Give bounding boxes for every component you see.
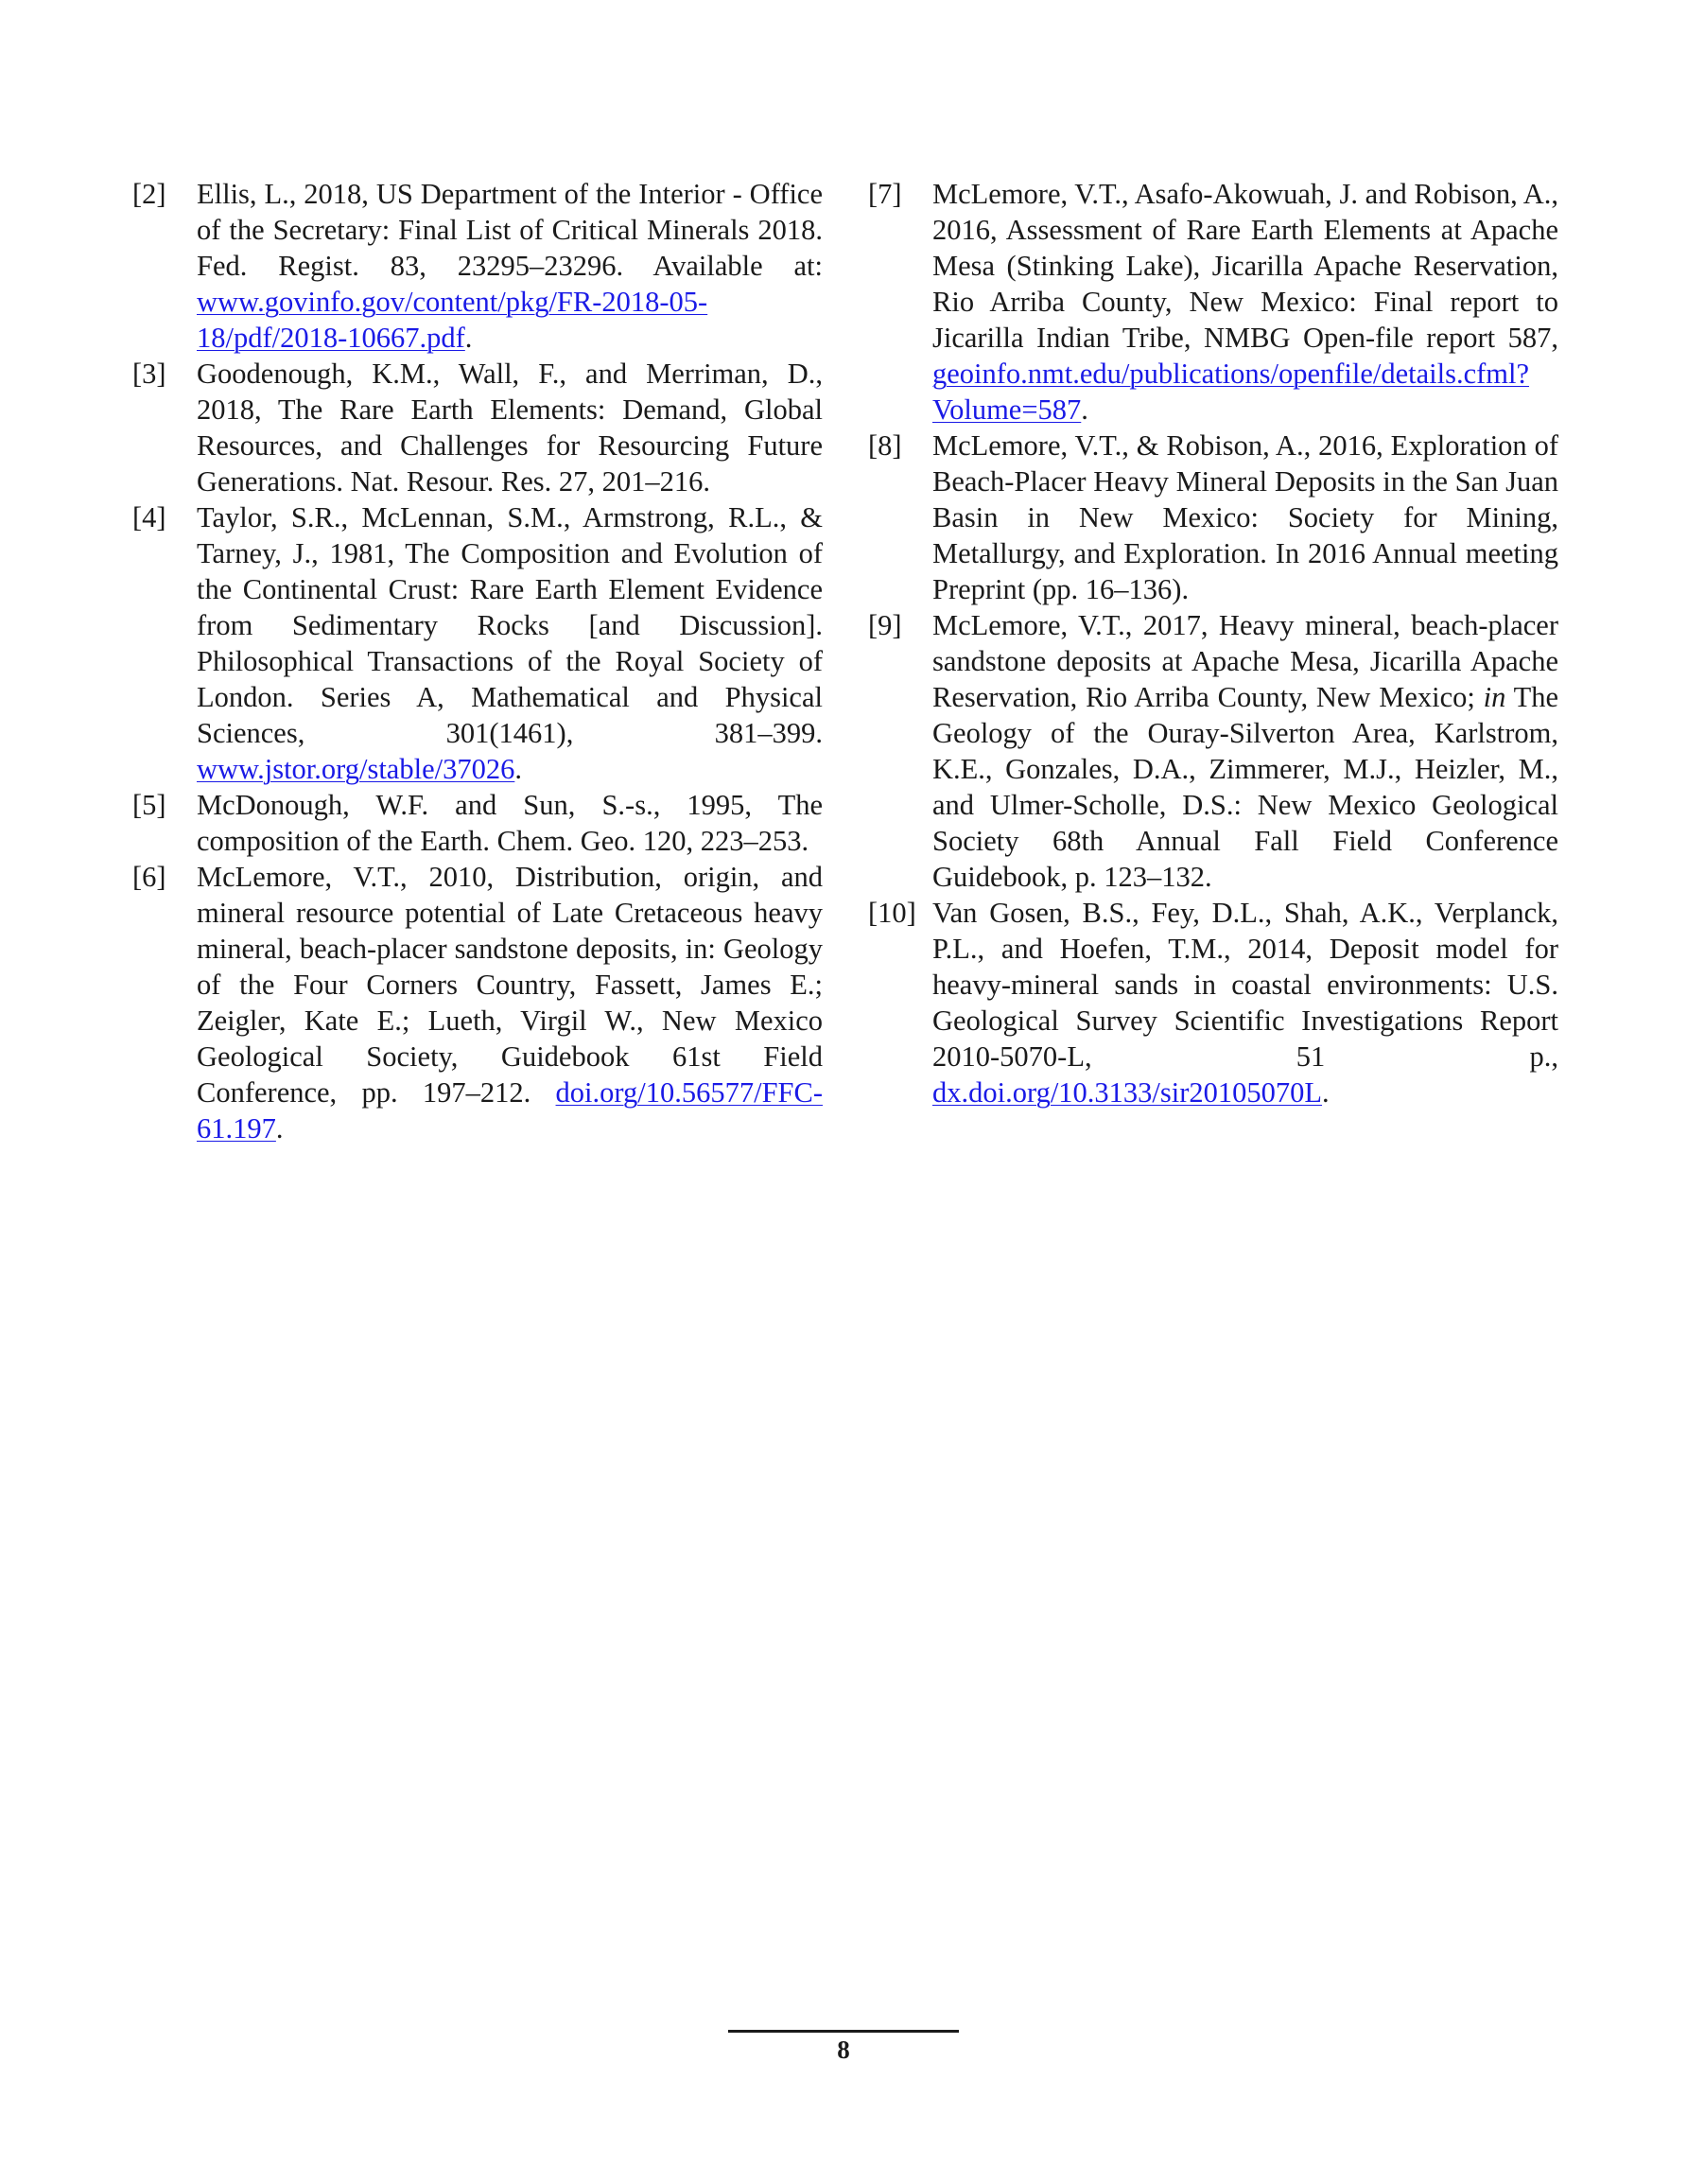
references-left-column [132,176,823,1146]
reference-text [932,607,1558,895]
reference-punctuation: . [1322,1076,1330,1109]
reference-punctuation: . [275,1112,284,1144]
reference-citation: McLemore, V.T., 2010, Distribution, origin, and mineral resource potential of Late Cretaceous heavy mineral, beach-placer sandstone deposits, in: Geology of the Four Corners Country, Fassett, James E.; Zeigler, Kate E.; Lueth, Virgil W., New Mexico Geological Society, Guidebook 61st Field Conference, pp. 197–212. [197,861,823,1109]
reference-citation: Van Gosen, B.S., Fey, D.L., Shah, A.K., Verplanck, P.L., and Hoefen, T.M., 2014, Deposit model for heavy-mineral sands in coastal environments: U.S. Geological Survey Scientific Investigations Report 2010-5070-L, 51 p., [932,897,1558,1073]
reference-text [197,499,823,787]
reference-link[interactable]: www.govinfo.gov/content/pkg/FR-2018-05-18/pdf/2018-10667.pdf [197,286,708,354]
reference-3 [132,356,823,499]
reference-italic: in [1483,681,1506,713]
reference-number: [6] [132,861,166,893]
reference-7 [868,176,1558,428]
reference-6 [132,859,823,1146]
reference-citation: McLemore, V.T., Asafo-Akowuah, J. and Robison, A., 2016, Assessment of Rare Earth Elements at Apache Mesa (Stinking Lake), Jicarilla Apache Reservation, Rio Arriba County, New Mexico: Final report to Jicarilla Indian Tribe, NMBG Open-file report 587, [932,178,1558,354]
reference-citation-continued: The Geology of the Ouray-Silverton Area, Karlstrom, K.E., Gonzales, D.A., Zimmerer, M.J., Heizler, M., and Ulmer-Scholle, D.S.: New Mexico Geological Society 68th Annual Fall Field Conference Guidebook, p. 123–132. [932,681,1558,893]
reference-number: [2] [132,178,166,210]
reference-link[interactable]: www.jstor.org/stable/37026 [197,753,515,785]
reference-text [932,895,1558,1110]
page-number: 8 [837,2035,850,2064]
reference-link[interactable]: dx.doi.org/10.3133/sir20105070L [932,1076,1323,1109]
reference-number: [4] [132,501,166,533]
reference-text [932,176,1558,428]
reference-text [197,859,823,1146]
reference-citation: McDonough, W.F. and Sun, S.-s., 1995, The composition of the Earth. Chem. Geo. 120, 223–253. [197,789,823,857]
reference-citation: Goodenough, K.M., Wall, F., and Merriman, D., 2018, The Rare Earth Elements: Demand, Global Resources, and Challenges for Resourcing Future Generations. Nat. Resour. Res. 27, 201–216. [197,358,823,498]
reference-number: [9] [868,609,902,641]
reference-number: [8] [868,429,902,462]
reference-8 [868,428,1558,607]
reference-text [197,787,823,859]
reference-text [197,176,823,356]
reference-10 [868,895,1558,1110]
reference-number: [10] [868,897,916,929]
footer-rule [728,2030,959,2033]
reference-punctuation: . [514,753,522,785]
reference-citation: Taylor, S.R., McLennan, S.M., Armstrong, R.L., & Tarney, J., 1981, The Composition and Evolution of the Continental Crust: Rare Earth Element Evidence from Sedimentary Rocks [and Discussion]. Philosophical Transactions of the Royal Society of London. Series A, Mathematical and Physical Sciences, 301(1461), 381–399. [197,501,823,749]
reference-text [932,428,1558,607]
reference-citation: Ellis, L., 2018, US Department of the Interior - Office of the Secretary: Final List of Critical Minerals 2018. Fed. Regist. 83, 23295–23296. Available at: [197,178,823,282]
reference-number: [5] [132,789,166,821]
reference-4 [132,499,823,787]
reference-5 [132,787,823,859]
reference-number: [3] [132,358,166,390]
reference-link[interactable]: geoinfo.nmt.edu/publications/openfile/details.cfml?Volume=587 [932,358,1530,426]
reference-9 [868,607,1558,895]
reference-punctuation: . [464,322,473,354]
reference-2 [132,176,823,356]
reference-punctuation: . [1081,393,1088,426]
reference-citation: McLemore, V.T., & Robison, A., 2016, Exploration of Beach-Placer Heavy Mineral Deposits in the San Juan Basin in New Mexico: Society for Mining, Metallurgy, and Exploration. In 2016 Annual meeting Preprint (pp. 16–136). [932,429,1558,605]
reference-citation: McLemore, V.T., 2017, Heavy mineral, beach-placer sandstone deposits at Apache Mesa, Jicarilla Apache Reservation, Rio Arriba County, New Mexico; [932,609,1558,713]
references-right-column [868,176,1558,1110]
reference-text [197,356,823,499]
reference-number: [7] [868,178,902,210]
reference-link[interactable]: doi.org/10.56577/FFC-61.197 [197,1076,823,1144]
